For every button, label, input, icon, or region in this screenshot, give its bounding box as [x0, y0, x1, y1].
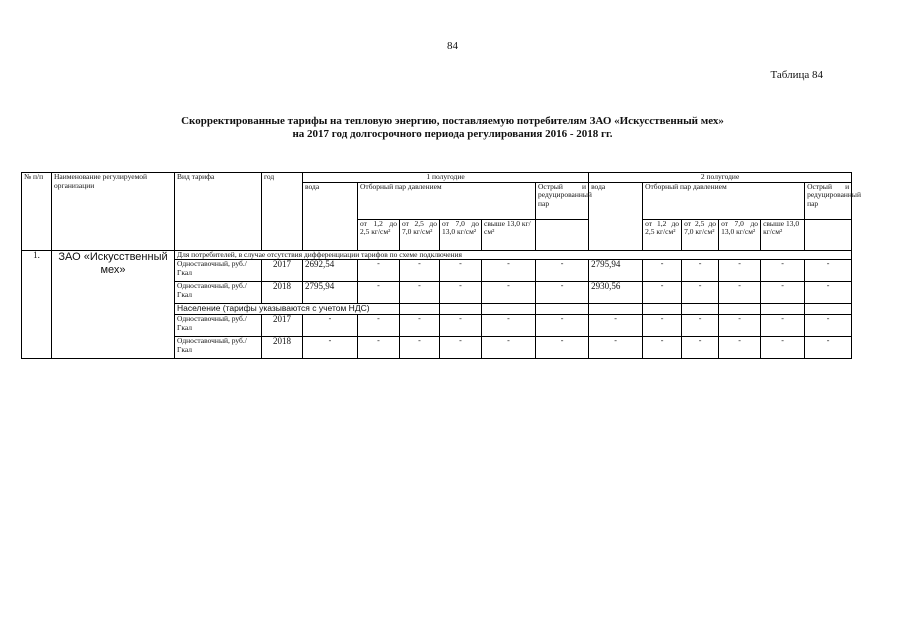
h2-cell: -	[643, 337, 682, 359]
tariff-type: Одноставочный, руб./Гкал	[175, 282, 262, 304]
h2-cell: -	[719, 260, 761, 282]
section-2-empty	[589, 304, 643, 315]
section-2-label: Население (тарифы указываются с учетом НДС)	[175, 304, 400, 315]
h2-cell: -	[805, 315, 852, 337]
h1-cell: -	[440, 260, 482, 282]
h1-cell: -	[358, 282, 400, 304]
header-pressure-h2-4: свыше 13,0 кг/см²	[761, 219, 805, 250]
header-org-name: Наименование регулируемой организации	[52, 173, 175, 251]
header-steam-sharp-h1: Острый и редуцированный пар	[536, 182, 589, 219]
h2-cell: -	[719, 282, 761, 304]
h1-cell: -	[400, 315, 440, 337]
h1-cell: -	[358, 337, 400, 359]
tariff-type: Одноставочный, руб./Гкал	[175, 315, 262, 337]
header-half-2: 2 полугодие	[589, 173, 852, 183]
header-empty-h1	[536, 219, 589, 250]
header-num: № п/п	[22, 173, 52, 251]
h1-cell: -	[536, 315, 589, 337]
h1-water: 2692,54	[303, 260, 358, 282]
section-2-empty	[440, 304, 482, 315]
h1-cell: -	[400, 282, 440, 304]
section-1-label: Для потребителей, в случае отсутствия дифференциации тарифов по схеме подключения	[175, 250, 852, 260]
h2-water: 2930,56	[589, 282, 643, 304]
h1-cell: -	[358, 315, 400, 337]
h2-cell: -	[682, 315, 719, 337]
year: 2018	[262, 337, 303, 359]
h1-cell: -	[440, 337, 482, 359]
h1-cell: -	[440, 282, 482, 304]
year: 2018	[262, 282, 303, 304]
h1-cell: -	[400, 337, 440, 359]
h2-cell: -	[761, 282, 805, 304]
title-line-2: на 2017 год долгосрочного периода регулирования 2016 - 2018 гг.	[292, 128, 613, 140]
h1-cell: -	[358, 260, 400, 282]
section-2-empty	[400, 304, 440, 315]
section-2-empty	[805, 304, 852, 315]
h2-cell: -	[719, 337, 761, 359]
header-pressure-h2-3: от 7,0 до 13,0 кг/см²	[719, 219, 761, 250]
h2-cell: -	[761, 337, 805, 359]
header-empty-h2	[805, 219, 852, 250]
h1-cell: -	[400, 260, 440, 282]
h2-cell: -	[805, 260, 852, 282]
h2-water: 2795,94	[589, 260, 643, 282]
header-pressure-h2-2: от 2,5 до 7,0 кг/см²	[682, 219, 719, 250]
h1-water: 2795,94	[303, 282, 358, 304]
h1-cell: -	[482, 337, 536, 359]
section-2-empty	[643, 304, 682, 315]
header-year: год	[262, 173, 303, 251]
org-num: 1.	[22, 250, 52, 359]
h2-cell: -	[761, 260, 805, 282]
document-title	[0, 115, 905, 141]
section-2-empty	[482, 304, 536, 315]
h2-water: -	[589, 315, 643, 337]
h2-cell: -	[682, 260, 719, 282]
h2-cell: -	[719, 315, 761, 337]
h1-cell: -	[536, 337, 589, 359]
header-pressure-h1-3: от 7,0 до 13,0 кг/см²	[440, 219, 482, 250]
tariff-type: Одноставочный, руб./Гкал	[175, 260, 262, 282]
header-water-h2: вода	[589, 182, 643, 250]
h2-cell: -	[643, 282, 682, 304]
header-water-h1: вода	[303, 182, 358, 250]
title-line-1: Скорректированные тарифы на тепловую энергию, поставляемую потребителям ЗАО «Искусственный мех»	[181, 115, 724, 127]
h2-cell: -	[682, 282, 719, 304]
h1-cell: -	[536, 260, 589, 282]
header-pressure-h1-1: от 1,2 до 2,5 кг/см²	[358, 219, 400, 250]
header-half-1: 1 полугодие	[303, 173, 589, 183]
section-2-empty	[682, 304, 719, 315]
tariff-table	[21, 172, 861, 359]
header-tariff-type: Вид тарифа	[175, 173, 262, 251]
h2-cell: -	[805, 337, 852, 359]
h1-water: -	[303, 315, 358, 337]
org-name: ЗАО «Искусственный мех»	[52, 250, 175, 359]
tariff-type: Одноставочный, руб./Гкал	[175, 337, 262, 359]
table-label: Таблица 84	[770, 69, 823, 81]
h1-cell: -	[482, 315, 536, 337]
header-pressure-h1-2: от 2,5 до 7,0 кг/см²	[400, 219, 440, 250]
h2-cell: -	[643, 315, 682, 337]
h1-cell: -	[482, 260, 536, 282]
header-pressure-h1-4: свыше 13,0 кг/см²	[482, 219, 536, 250]
page-number: 84	[447, 40, 458, 52]
year: 2017	[262, 260, 303, 282]
section-2-empty	[761, 304, 805, 315]
h2-cell: -	[643, 260, 682, 282]
h2-cell: -	[682, 337, 719, 359]
header-pressure-h2-1: от 1,2 до 2,5 кг/см²	[643, 219, 682, 250]
header-steam-selected-h2: Отборный пар давлением	[643, 182, 805, 219]
section-2-empty	[536, 304, 589, 315]
h1-cell: -	[440, 315, 482, 337]
h1-water: -	[303, 337, 358, 359]
h1-cell: -	[536, 282, 589, 304]
h2-water: -	[589, 337, 643, 359]
h1-cell: -	[482, 282, 536, 304]
section-2-empty	[719, 304, 761, 315]
h2-cell: -	[761, 315, 805, 337]
year: 2017	[262, 315, 303, 337]
h2-cell: -	[805, 282, 852, 304]
header-steam-selected-h1: Отборный пар давлением	[358, 182, 536, 219]
header-steam-sharp-h2: Острый и редуцированный пар	[805, 182, 852, 219]
